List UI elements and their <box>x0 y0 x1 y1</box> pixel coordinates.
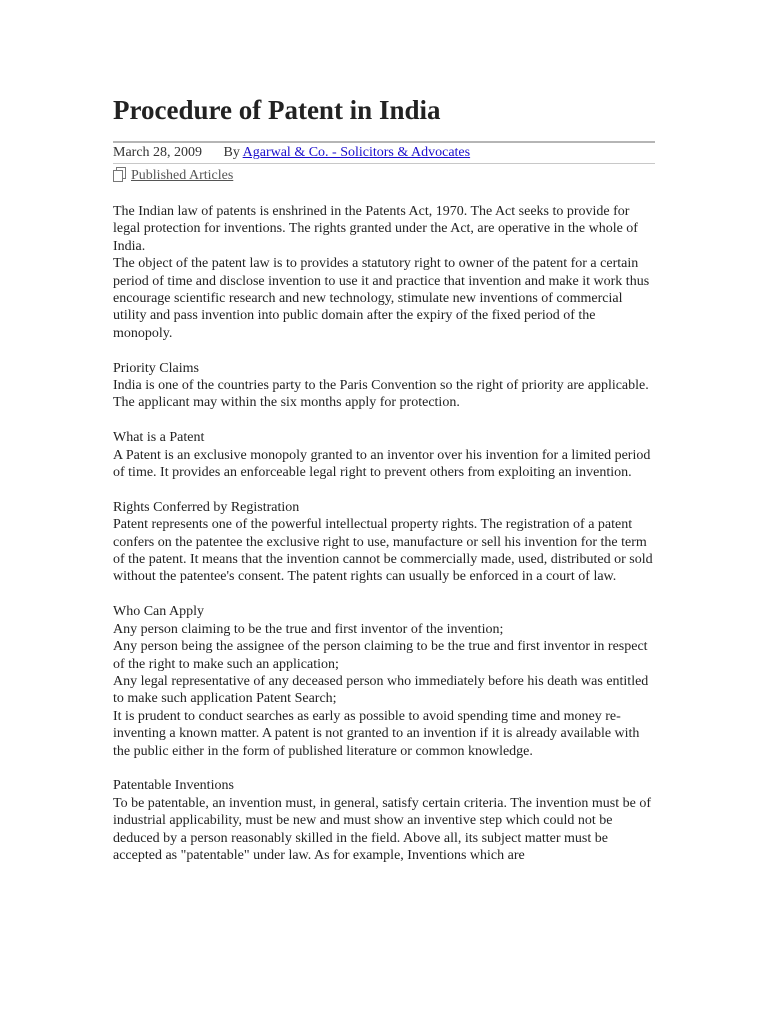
section-paragraph: Any person claiming to be the true and first inventor of the invention; <box>113 621 504 637</box>
publish-date: March 28, 2009 <box>113 145 203 160</box>
section-heading: Who Can Apply <box>113 604 204 620</box>
page-title: Procedure of Patent in India <box>113 95 441 125</box>
category-row <box>113 167 655 185</box>
author-link[interactable]: Agarwal & Co. - Solicitors & Advocates <box>242 145 471 160</box>
section-spacer <box>113 586 655 603</box>
section-paragraph: To be patentable, an invention must, in general, satisfy certain criteria. The invention must be of industrial applicability, must be new and must show an inventive step which could not be deduced by a person reasonably skilled in the field. Above all, its subject matter must be accepted as "patentable" under law. As for example, Inventions which are <box>113 795 651 863</box>
section-paragraph: India is one of the countries party to the Paris Convention so the right of priority are applicable. The applicant may within the six months apply for protection. <box>113 378 649 411</box>
section-paragraph: Patent represents one of the powerful intellectual property rights. The registration of a patent confers on the patentee the exclusive right to use, manufacture or sell his invention for the term of the patent. It means that the invention cannot be commercially made, used, distributed or sold without the patentee's consent. The patent rights can usually be enforced in a court of law. <box>113 517 653 585</box>
intro-paragraph: The object of the patent law is to provides a statutory right to owner of the patent for a certain period of time and disclose invention to use it and practice that invention and make it work thus encourage scientific research and new technology, stimulate new inventions of commercial utility and pass invention into public domain after the expiry of the fixed period of the monopoly. <box>113 256 650 341</box>
section-paragraph: It is prudent to conduct searches as early as possible to avoid spending time and money re-inventing a known matter. A patent is not granted to an invention if it is already available with the public either in the form of published literature or common knowledge. <box>113 708 640 759</box>
article <box>113 92 655 864</box>
section-paragraph: Any legal representative of any deceased person who immediately before his death was entitled to make such application Patent Search; <box>113 673 649 707</box>
by-label: By <box>223 145 240 160</box>
section-heading: Rights Conferred by Registration <box>113 499 300 515</box>
document-icon <box>113 167 125 181</box>
section-heading: Priority Claims <box>113 360 199 376</box>
article-body <box>113 203 655 864</box>
intro-paragraph: The Indian law of patents is enshrined in the Patents Act, 1970. The Act seeks to provide for legal protection for inventions. The rights granted under the Act, are operative in the whole of India. <box>113 204 638 254</box>
section-spacer <box>113 760 655 777</box>
category-link[interactable]: Published Articles <box>131 168 234 183</box>
section-paragraph: A Patent is an exclusive monopoly granted to an inventor over his invention for a limited period of time. It provides an enforceable legal right to prevent others from exploiting an invention. <box>113 447 651 481</box>
section-heading: What is a Patent <box>113 430 205 446</box>
section-heading: Patentable Inventions <box>113 778 234 794</box>
section-spacer <box>113 481 655 498</box>
section-spacer <box>113 412 655 429</box>
article-meta <box>113 143 655 162</box>
section-spacer <box>113 342 655 359</box>
meta-divider <box>113 163 655 164</box>
section-paragraph: Any person being the assignee of the person claiming to be the true and first inventor in respect of the right to make such an application; <box>113 639 648 672</box>
